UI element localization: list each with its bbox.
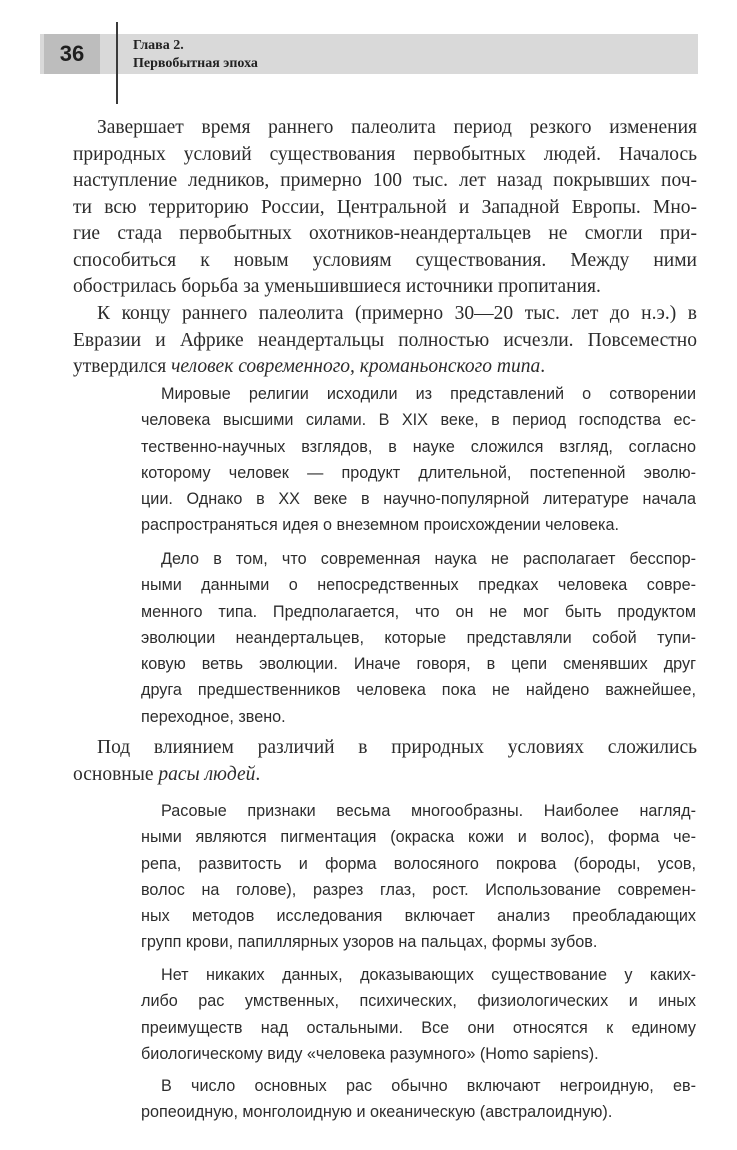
- note-line: Дело в том, что современная наука не располагает бесспор-: [161, 550, 696, 568]
- text-line: обострилась борьба за уменьшившиеся источники пропитания.: [73, 276, 601, 297]
- body-paragraph-3: [73, 735, 697, 788]
- italic-term: человек современного, кроманьонского типа: [171, 356, 541, 377]
- body-paragraph-2: [73, 301, 697, 381]
- note-block-4: [141, 962, 696, 1067]
- note-block-5: [141, 1073, 696, 1126]
- note-line: которому человек — продукт длительной, постепенной эволю-: [141, 463, 696, 482]
- text-line: способиться к новым условиям существования. Между ними: [73, 249, 697, 271]
- text-line: Под влиянием различий в природных условиях сложились: [97, 737, 697, 758]
- text-line: природных условий существования первобытных людей. Началось: [73, 143, 697, 165]
- italic-term: расы людей: [158, 763, 256, 785]
- note-line: групп крови, папиллярных узоров на пальцах, формы зубов.: [141, 933, 598, 952]
- note-line: Мировые религии исходили из представлений о сотворении: [161, 385, 696, 403]
- note-line: либо рас умственных, психических, физиологических и иных: [141, 992, 696, 1011]
- text-line: К концу раннего палеолита (примерно 30—20 тыс. лет до н.э.) в: [97, 303, 697, 324]
- note-line: переходное, звено.: [141, 707, 286, 726]
- text-run: основные: [73, 763, 159, 785]
- body-paragraph-1: [73, 115, 697, 301]
- note-line: Расовые признаки весьма многообразны. Наиболее нагляд-: [161, 802, 696, 820]
- note-block-2: [141, 546, 696, 730]
- text-run: утвердился: [73, 356, 172, 377]
- text-line: Евразии и Африке неандертальцы полностью исчезли. Повсеместно: [73, 329, 697, 351]
- note-line: эволюции неандертальцев, которые представляли собой тупи-: [141, 628, 696, 647]
- text-line: гие стада первобытных охотников-неандертальцев не смогли при-: [73, 223, 697, 244]
- note-line: ковую ветвь эволюции. Иначе говоря, в цепи сменявших друг: [141, 655, 696, 674]
- note-line: ными данными о непосредственных предках человека совре-: [141, 576, 696, 595]
- text-line: [73, 354, 697, 381]
- note-line: преимуществ над остальными. Все они относятся к единому: [141, 1018, 696, 1037]
- chapter-label: Глава 2.: [133, 38, 184, 53]
- text-line: Завершает время раннего палеолита период резкого изменения: [97, 117, 697, 138]
- note-line: тественно-научных взглядов, в науке сложился взгляд, согласно: [141, 437, 696, 456]
- note-line: ными являются пигментация (окраска кожи и волос), форма че-: [141, 828, 696, 847]
- note-block-3: [141, 798, 696, 956]
- note-block-1: [141, 381, 696, 539]
- note-line: биологическому виду «человека разумного» (Homo sapiens).: [141, 1044, 599, 1063]
- note-line: человека высшими силами. В XIX веке, в период господства ес-: [141, 411, 696, 430]
- note-line: ции. Однако в XX веке в научно-популярной литературе начала: [141, 490, 696, 509]
- note-line: В число основных рас обычно включают негроидную, ев-: [161, 1077, 696, 1095]
- header-divider: [116, 22, 118, 104]
- note-line: ных методов исследования включает анализ преобладающих: [141, 907, 696, 926]
- chapter-title: Первобытная эпоха: [133, 56, 258, 71]
- note-line: репа, развитость и форма волосяного покрова (бороды, усов,: [141, 854, 696, 873]
- note-line: ропеоидную, монголоидную и океаническую (австралоидную).: [141, 1103, 613, 1122]
- text-line: [73, 762, 697, 789]
- text-line: наступление ледников, примерно 100 тыс. лет назад покрывших поч-: [73, 170, 697, 191]
- note-line: менного типа. Предполагается, что он не мог быть продуктом: [141, 602, 696, 621]
- note-line: распространяться идея о внеземном происхождении человека.: [141, 516, 619, 535]
- text-run: .: [540, 356, 546, 377]
- text-run: .: [255, 763, 261, 785]
- page-number: 36: [44, 34, 100, 74]
- text-line: ти всю территорию России, Центральной и Западной Европы. Мно-: [73, 196, 697, 218]
- note-line: волос на голове), разрез глаз, рост. Использование современ-: [141, 880, 696, 899]
- note-line: Нет никаких данных, доказывающих существование у каких-: [161, 966, 696, 984]
- note-line: друга предшественников человека пока не найдено важнейшее,: [141, 681, 696, 700]
